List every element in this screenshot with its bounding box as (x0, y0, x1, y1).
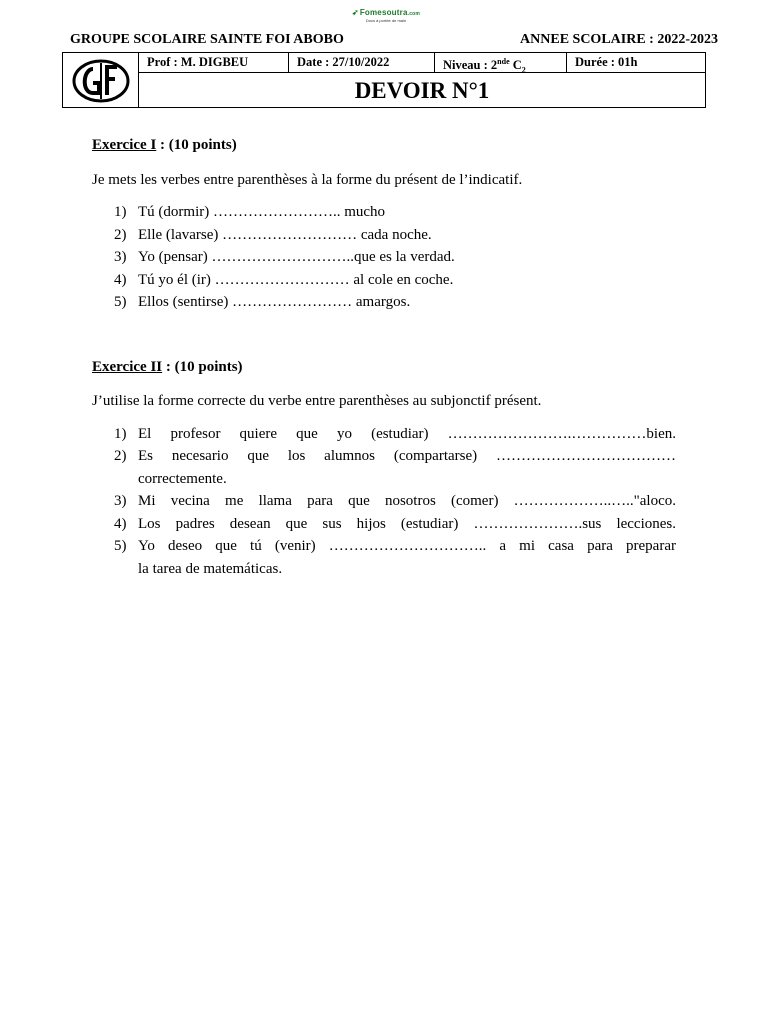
exercise-2-heading: Exercice II : (10 points) (92, 358, 243, 375)
list-item: 1) El profesor quiere que yo (estudiar) …………………….……………bien. (114, 425, 676, 442)
exercise-2-instruction: J’utilise la forme correcte du verbe entre parenthèses au subjonctif présent. (92, 393, 542, 409)
header-info-row (139, 53, 705, 73)
list-item: 5) Ellos (sentirse) …………………… amargos. (114, 294, 411, 310)
school-name: GROUPE SCOLAIRE SAINTE FOI ABOBO (70, 32, 344, 47)
watermark-logo (346, 8, 426, 23)
exercise-1-list (92, 201, 692, 314)
school-line (70, 32, 718, 50)
exercise-1-instruction: Je mets les verbes entre parenthèses à la forme du présent de l’indicatif. (92, 171, 523, 188)
list-item: 4) Los padres desean que sus hijos (estudiar) ………………….sus lecciones. (114, 515, 676, 532)
school-logo-icon (71, 57, 131, 105)
school-year: ANNEE SCOLAIRE : 2022-2023 (520, 32, 718, 47)
date-cell: Date : 27/10/2022 (289, 53, 435, 72)
exercise-2-list (92, 423, 692, 581)
arrow-icon: ➶ (351, 8, 359, 17)
list-item: 2) Elle (lavarse) ……………………… cada noche. (114, 226, 432, 243)
watermark-tagline: Docs à portée de main (365, 18, 407, 23)
exam-content (92, 134, 692, 580)
list-item: 4) Tú yo él (ir) ……………………… al cole en coche. (114, 271, 454, 288)
niveau-cell: Niveau : 2nde $C_2$ (435, 53, 567, 72)
exercise-1-heading: Exercice I : (10 points) (92, 137, 237, 153)
list-item: 1) Tú (dormir) …………………….. mucho (114, 204, 386, 220)
school-logo (63, 53, 139, 107)
watermark-brand: ➶Fomesoutra.com (351, 8, 421, 17)
list-item: 2) Es necesario que los alumnos (compartarse) ……………………………… correctemente. (114, 448, 676, 487)
document-title: DEVOIR N°1 (354, 78, 490, 103)
list-item: 3) Mi vecina me llama para que nosotros (comer) ………………..….."aloco. (114, 493, 676, 509)
list-item: 3) Yo (pensar) ………………………..que es la verdad. (114, 249, 455, 265)
list-item: 5) Yo deseo que tú (venir) ………………………….. a mi casa para preparar la tarea de matemáticas. (114, 538, 676, 577)
duree-cell: Durée : 01h (575, 55, 638, 69)
header-table (62, 52, 706, 108)
prof-cell: Prof : M. DIGBEU (139, 53, 289, 72)
